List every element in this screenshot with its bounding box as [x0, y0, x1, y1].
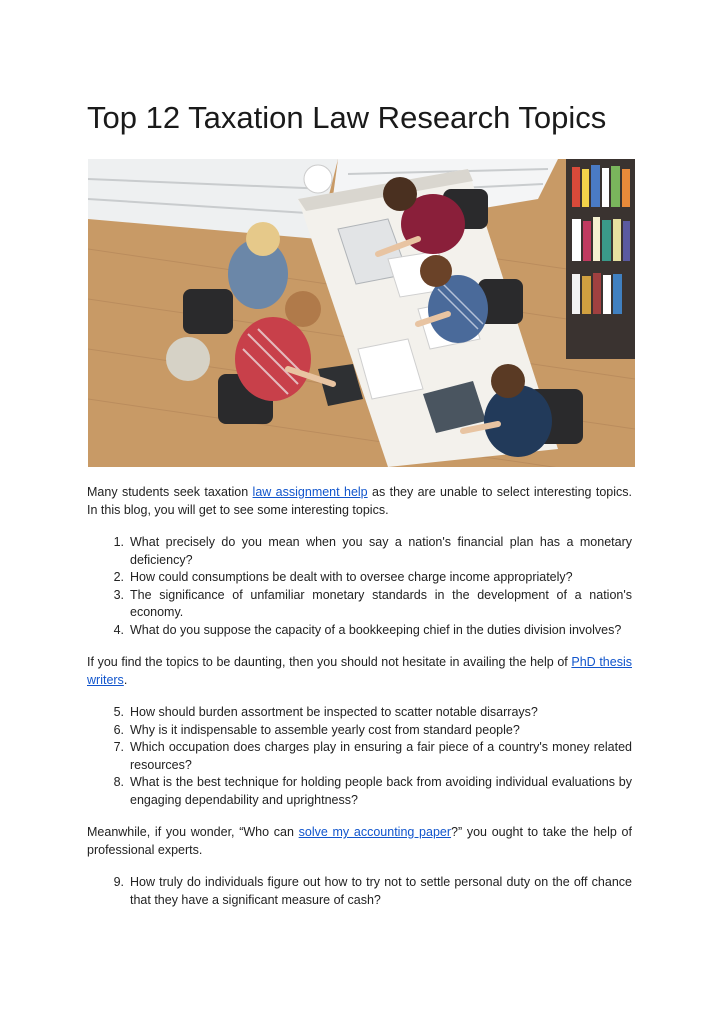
list-item — [87, 622, 632, 640]
list-item — [87, 569, 632, 587]
list-item-text: Why is it indispensable to assemble yearly cost from standard people? — [130, 722, 520, 737]
intro-text-end: as they are unable to select interesting topics. In this blog, you will get to see some interesting topics. — [87, 485, 632, 517]
list-item — [87, 739, 632, 774]
article-body — [87, 484, 632, 924]
para2-text: If you find the topics to be daunting, then you should not hesitate in availing the help of — [87, 655, 572, 669]
paragraph-2 — [87, 654, 632, 689]
phd-thesis-writers-link[interactable]: PhD thesis writers — [87, 655, 632, 687]
list-item — [87, 874, 632, 909]
list-number: 1. — [113, 535, 124, 549]
list-number: 9. — [113, 875, 124, 889]
list-number: 4. — [113, 622, 124, 637]
list-item-text: Which occupation does charges play in ensuring a fair piece of a country's money related resources? — [130, 740, 632, 772]
list-item-text: What precisely do you mean when you say a nation's financial plan has a monetary deficiency? — [130, 535, 632, 567]
para3-text: Meanwhile, if you wonder, “Who can — [87, 825, 299, 839]
list-item — [87, 534, 632, 569]
para3-text-end: ?” you ought to take the help of professional experts. — [87, 825, 632, 857]
topic-list-3 — [87, 874, 632, 909]
list-item-text: How should burden assortment be inspected to scatter notable disarrays? — [130, 705, 538, 719]
topic-list-1 — [87, 534, 632, 639]
intro-text: Many students seek taxation — [87, 485, 253, 499]
list-item-text: What do you suppose the capacity of a bookkeeping chief in the duties division involves? — [130, 622, 622, 637]
list-item — [87, 774, 632, 809]
list-item — [87, 722, 632, 740]
para2-text-end: . — [123, 672, 128, 687]
list-item-text: The significance of unfamiliar monetary standards in the development of a nation's economy. — [130, 587, 632, 619]
list-item-text: How could consumptions be dealt with to oversee charge income appropriately? — [130, 570, 573, 584]
list-number: 2. — [113, 570, 124, 584]
list-item-text: What is the best technique for holding people back from avoiding individual evaluations by engaging dependability and uprightness? — [130, 775, 632, 807]
students-studying-photo — [88, 159, 635, 467]
intro-paragraph — [87, 484, 632, 519]
topic-list-2 — [87, 704, 632, 809]
list-item — [87, 587, 632, 622]
list-item-text: How truly do individuals figure out how to try not to settle personal duty on the off chance that they have a significant measure of cash? — [130, 875, 632, 907]
solve-my-accounting-paper-link[interactable]: solve my accounting paper — [298, 825, 452, 839]
law-assignment-help-link[interactable]: law assignment help — [252, 485, 368, 499]
paragraph-3 — [87, 824, 632, 859]
list-number: 6. — [113, 722, 124, 737]
list-number: 3. — [113, 587, 124, 602]
list-number: 7. — [113, 740, 124, 754]
list-number: 8. — [113, 775, 124, 789]
list-number: 5. — [113, 705, 124, 719]
page-title: Top 12 Taxation Law Research Topics — [87, 100, 607, 135]
list-item — [87, 704, 632, 722]
